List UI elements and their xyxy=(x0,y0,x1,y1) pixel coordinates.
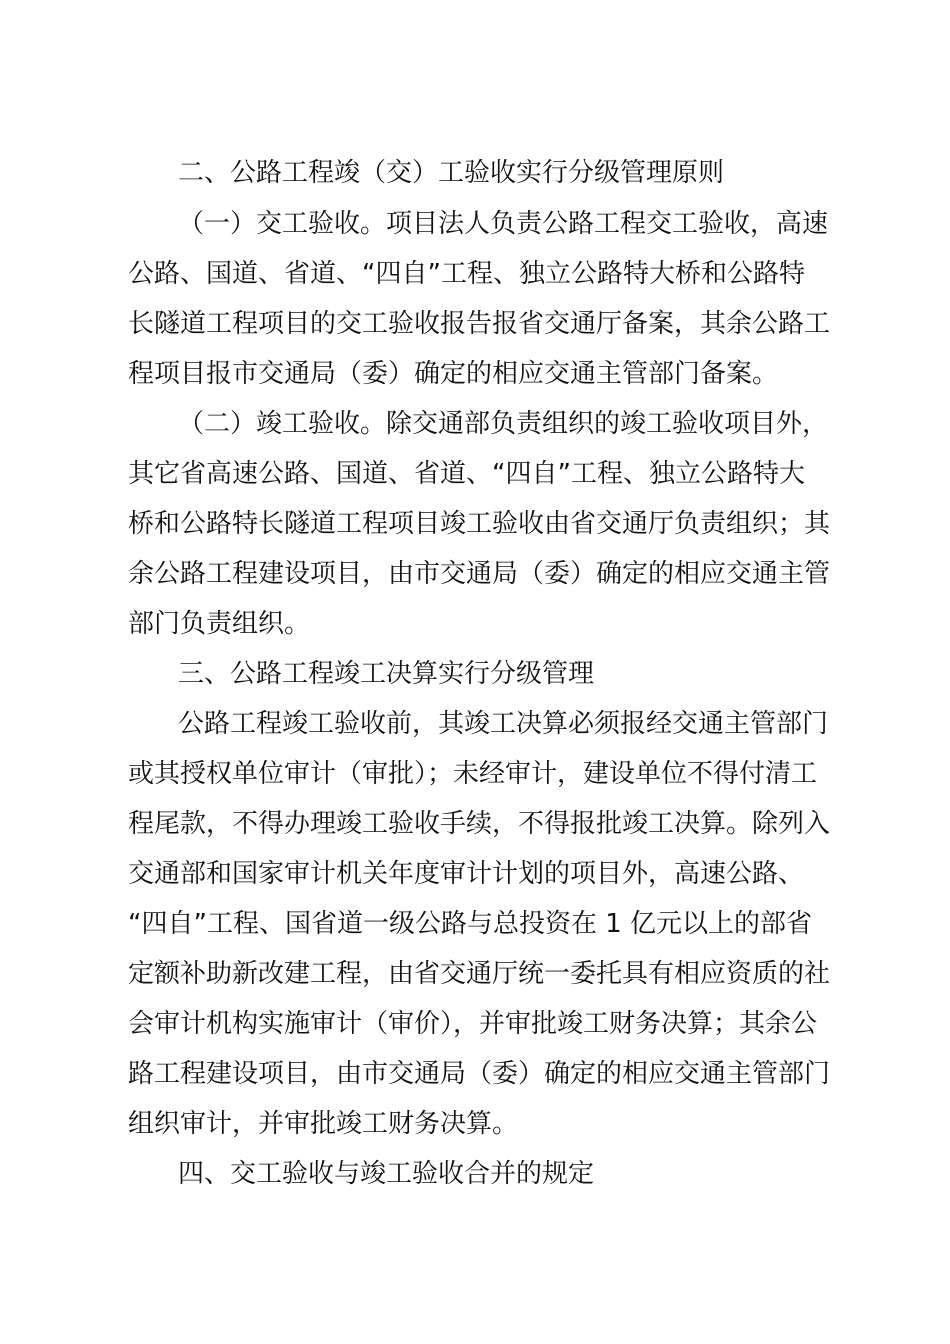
paragraph-line: 定额补助新改建工程，由省交通厅统一委托具有相应资质的社 xyxy=(128,959,831,989)
paragraph-line: （二）竣工验收。除交通部负责组织的竣工验收项目外， xyxy=(178,409,829,439)
paragraph-line: 长隧道工程项目的交工验收报告报省交通厅备案，其余公路工 xyxy=(128,309,831,339)
paragraph-line: 公路工程竣工验收前，其竣工决算必须报经交通主管部门 xyxy=(178,709,829,739)
section-heading-4: 四、交工验收与竣工验收合并的规定 xyxy=(178,1159,595,1189)
paragraph-line: （一）交工验收。项目法人负责公路工程交工验收，高速 xyxy=(178,209,829,239)
paragraph-line: 桥和公路特长隧道工程项目竣工验收由省交通厅负责组织；其 xyxy=(128,509,831,539)
paragraph-line: 会审计机构实施审计（审价），并审批竣工财务决算；其余公 xyxy=(128,1009,818,1039)
section-heading-2: 二、公路工程竣（交）工验收实行分级管理原则 xyxy=(178,158,725,188)
paragraph-line: 组织审计，并审批竣工财务决算。 xyxy=(128,1109,519,1139)
paragraph-line: 交通部和国家审计机关年度审计计划的项目外，高速公路、 xyxy=(128,859,805,889)
paragraph-line: 程尾款，不得办理竣工验收手续，不得报批竣工决算。除列入 xyxy=(128,809,831,839)
paragraph-line: 程项目报市交通局（委）确定的相应交通主管部门备案。 xyxy=(128,359,779,389)
paragraph-line: 其它省高速公路、国道、省道、“四自”工程、独立公路特大 xyxy=(128,459,805,489)
paragraph-line: 余公路工程建设项目，由市交通局（委）确定的相应交通主管 xyxy=(128,559,831,589)
paragraph-line: “四自”工程、国省道一级公路与总投资在 1 亿元以上的部省 xyxy=(128,909,813,939)
paragraph-line: 或其授权单位审计（审批）；未经审计，建设单位不得付清工 xyxy=(128,759,818,789)
paragraph-line: 公路、国道、省道、“四自”工程、独立公路特大桥和公路特 xyxy=(128,259,805,289)
section-heading-3: 三、公路工程竣工决算实行分级管理 xyxy=(178,659,595,689)
paragraph-line: 路工程建设项目，由市交通局（委）确定的相应交通主管部门 xyxy=(128,1059,831,1089)
paragraph-line: 部门负责组织。 xyxy=(128,609,311,639)
